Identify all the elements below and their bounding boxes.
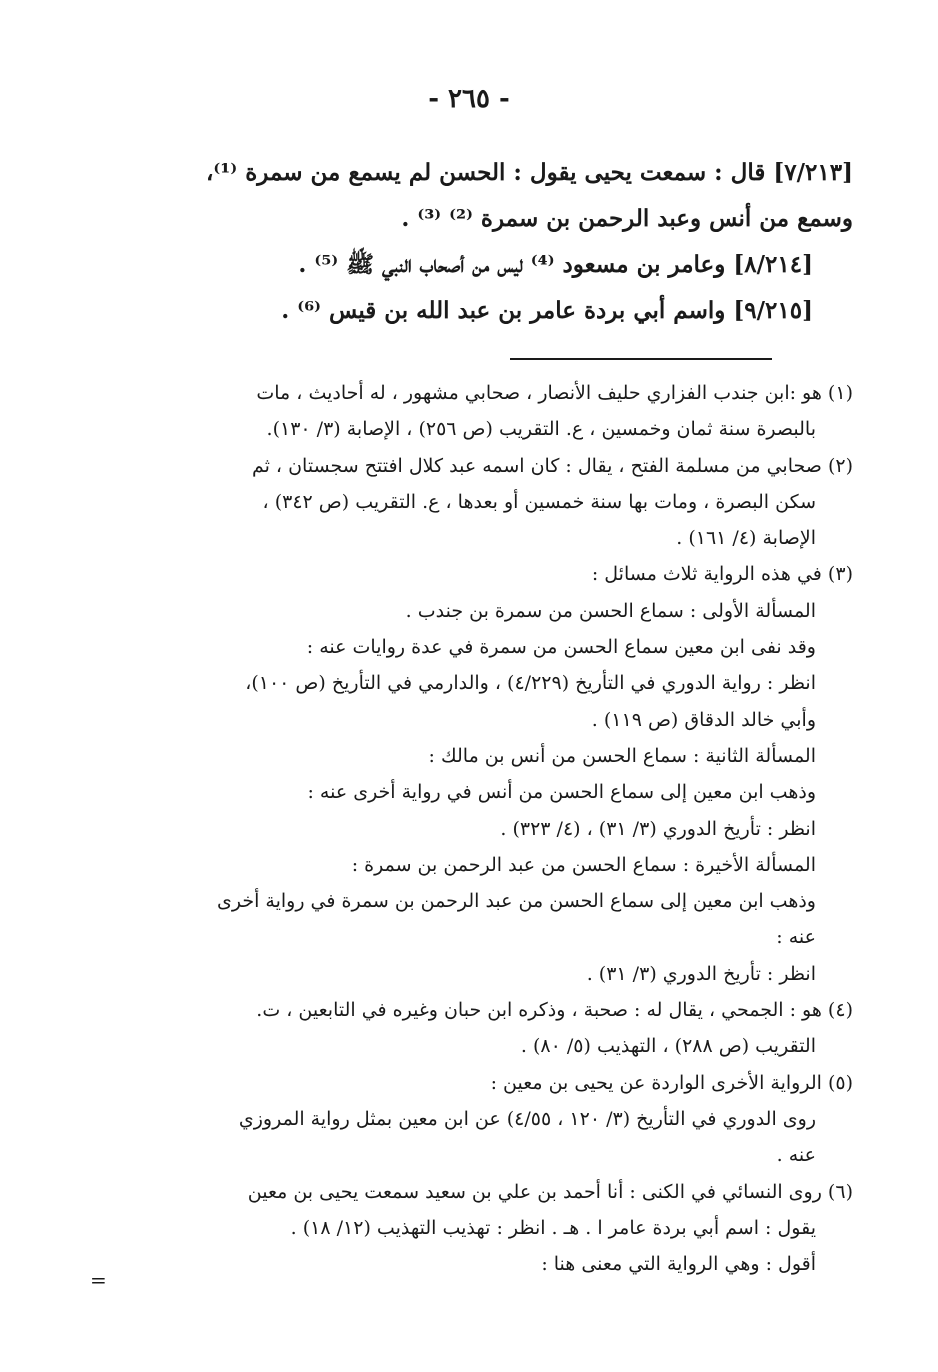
footnote-line: المسألة الأولى : سماع الحسن من سمرة بن جندب . (405, 599, 816, 622)
footnote-line: (٥) الرواية الأخرى الواردة عن يحيى بن معين : (490, 1071, 853, 1094)
main-line: [٩/٢١٥] واسم أبي بردة عامر بن عبد الله بن قيس ⁽⁶⁾ . (281, 297, 813, 324)
footnote-line: التقريب (ص ٢٨٨) ، التهذيب (٥/ ٨٠) . (520, 1035, 816, 1058)
footnote-divider (510, 358, 772, 360)
main-line: [٨/٢١٤] وعامر بن مسعود ⁽⁴⁾ ليس من أصحاب النبي ﷺ ⁽⁵⁾ . (298, 251, 813, 278)
footnote-line: وذهب ابن معين إلى سماع الحسن من أنس في رواية أخرى عنه : (307, 781, 816, 804)
footnotes (93, 375, 853, 1282)
footnote-line: وقد نفى ابن معين سماع الحسن من سمرة في عدة روايات عنه : (306, 636, 816, 659)
page-number: - ٢٦٥ - (428, 84, 510, 114)
footnote-line: المسألة الثانية : سماع الحسن من أنس بن مالك : (428, 744, 816, 767)
footnote-line: وذهب ابن معين إلى سماع الحسن من عبد الرحمن بن سمرة في رواية أخرى (216, 890, 816, 913)
footnote-line: أقول : وهي الرواية التي معنى هنا : (541, 1253, 816, 1276)
footnote-line: المسألة الأخيرة : سماع الحسن من عبد الرحمن بن سمرة : (351, 853, 816, 876)
footnote-line: انظر : تأريخ الدوري (٣/ ٣١) . (586, 962, 816, 985)
main-line: [٧/٢١٣] قال : سمعت يحيى يقول : الحسن لم يسمع من سمرة ⁽¹⁾، (205, 159, 853, 186)
footnote-line: انظر : رواية الدوري في التأريخ (٤/٢٢٩) ، والدارمي في التأريخ (ص ١٠٠)، (245, 672, 816, 695)
footnote-line: (٦) روى النسائي في الكنى : أنا أحمد بن علي بن سعيد سمعت يحيى بن معين (247, 1180, 853, 1203)
footnote-line: عنه : (776, 926, 816, 949)
main-text (83, 150, 853, 334)
footnote-line: انظر : تأريخ الدوري (٣/ ٣١) ، (٤/ ٣٢٣) . (500, 817, 816, 840)
footnote-line: يقول : اسم أبي بردة عامر ا . هـ . انظر : تهذيب التهذيب (١٢/ ١٨) . (290, 1216, 816, 1239)
footnote-line: (٤) هو : الجمحي ، يقال له : صحبة ، وذكره ابن حبان وغيره في التابعين ، ت. (256, 999, 853, 1022)
footnote-line: (١) هو :ابن جندب الفزاري حليف الأنصار ، صحابي مشهور ، له أحاديث ، مات (256, 382, 853, 404)
footnote-line: (٢) صحابي من مسلمة الفتح ، يقال : كان اسمه عبد كلال افتتح سجستان ، ثم (251, 454, 853, 477)
footnote-line: بالبصرة سنة ثمان وخمسين ، ع. التقريب (ص ٢٥٦) ، الإصابة (٣/ ١٣٠). (266, 418, 816, 441)
main-line: وسمع من أنس وعبد الرحمن بن سمرة ⁽²⁾ ⁽³⁾ . (401, 205, 853, 232)
footnote-line: وأبي خالد الدقاق (ص ١١٩) . (591, 708, 816, 731)
footnote-line: (٣) في هذه الرواية ثلاث مسائل : (591, 563, 853, 586)
footnote-line: الإصابة (٤/ ١٦١) . (676, 527, 816, 550)
footnote-line: سكن البصرة ، ومات بها سنة خمسين أو بعدها ، ع. التقريب (ص ٣٤٢) ، (262, 490, 816, 513)
footnote-line: روى الدوري في التأريخ (٣/ ١٢٠ ، ٤/٥٥) عن ابن معين بمثل رواية المروزي (238, 1107, 816, 1130)
continuation-mark: = (90, 1268, 107, 1292)
footnote-line: عنه . (776, 1144, 816, 1167)
